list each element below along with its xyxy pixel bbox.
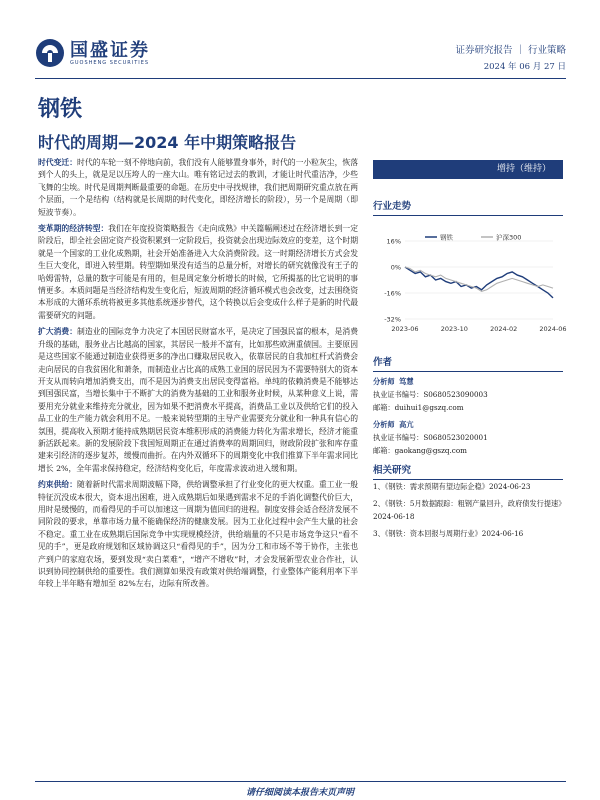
y-tick-label: 16% xyxy=(386,237,401,246)
x-tick-label: 2024-06 xyxy=(539,325,567,333)
paragraph-4 xyxy=(38,479,358,591)
paragraph-keyword: 时代变迁： xyxy=(38,158,78,167)
author-role: 分析师 xyxy=(373,377,395,386)
author-name: 高亢 xyxy=(399,420,414,429)
paragraph-text: 我们在年度投资策略报告《走向成熟》中关篇幅阐述过在经济增长到一定阶段后，即全社会固定资产投资积累到一定阶段后，投资就会出现边际效应的变差，这个时期就是一个国家的工业化成熟期，社会开始准备进入大众消费阶段。这一时期经济增长方式会发生巨大变化，即进入转型期。转型期如果没有适当的总量分析，对增长的研究就像没有王子的哈姆雷特，总量的数字可能是有用的，但是周定象分析增长的时候，它所揭基的比它说明的事情更多。本质问题是当经济结构发生变化后，短波周期的经济循环模式也会改变，过去围绕资本形成的大循环系统将被更多其他系统逐步替代，这个转换以后会变成什么样子是新的时代最需要研究的问题。 xyxy=(38,224,359,320)
footer-disclaimer: 请仔细阅读本报告末页声明 xyxy=(245,788,354,798)
related-item[interactable]: 3、《钢铁：资本回报与周期行业》2024-06-16 xyxy=(373,529,524,538)
company-name-en: GUOSHENG SECURITIES xyxy=(70,60,150,66)
trend-section-title: 行业走势 xyxy=(373,198,563,216)
company-name: 国盛证券 xyxy=(70,40,150,61)
rating-badge: 增持（维持） xyxy=(373,160,563,179)
y-tick-label: -32% xyxy=(384,315,401,324)
paragraph-keyword: 变革期的经济转型： xyxy=(38,224,109,234)
paragraph-keyword: 扩大消费： xyxy=(38,327,78,337)
x-tick-label: 2023-10 xyxy=(440,325,468,333)
x-tick-label: 2023-06 xyxy=(391,325,419,333)
author-email[interactable]: 邮箱：gaokang@gszq.com xyxy=(373,446,467,455)
authors-section-title: 作者 xyxy=(373,354,563,372)
author-name: 笃慧 xyxy=(399,377,414,386)
related-item[interactable]: 2、《钢铁：5月数据跟踪：粗钢产量回升，政府债发行提速》2024-06-18 xyxy=(373,499,562,521)
x-tick-label: 2024-02 xyxy=(490,325,518,333)
paragraph-1 xyxy=(38,157,358,219)
y-tick-label: -16% xyxy=(384,289,401,298)
logo-icon xyxy=(35,38,65,68)
y-tick-label: 0% xyxy=(390,263,401,272)
author-email[interactable]: 邮箱：duihui1@gszq.com xyxy=(373,403,464,412)
report-type: 证券研究报告 ｜ 行业策略 xyxy=(455,45,566,56)
author-1 xyxy=(373,375,563,414)
legend-label: 钢铁 xyxy=(440,233,453,242)
industry-title: 钢铁 xyxy=(38,97,83,122)
related-section-title: 相关研究 xyxy=(373,462,563,480)
author-cert: 执业证书编号：S0680523020001 xyxy=(373,433,488,442)
footer-divider xyxy=(35,781,566,782)
author-cert: 执业证书编号：S0680523090003 xyxy=(373,390,488,399)
paragraph-3 xyxy=(38,326,358,475)
header-divider xyxy=(35,78,566,79)
legend-label: 沪深300 xyxy=(496,233,522,242)
paragraph-keyword: 约束供给： xyxy=(38,480,78,490)
related-item[interactable]: 1、《钢铁：需求预期有望边际企稳》2024-06-23 xyxy=(373,482,531,491)
trend-chart xyxy=(373,233,567,343)
paragraph-text: 时代的车轮一刻不停地向前，我们没有人能够置身事外，时代的一小粒灰尘，恢落到个人的头上，就是足以压垮人的一座大山。唯有铭记过去的教训，才能让时代重洁净，少些飞舞的尘埃。时代是周期判断最重要的命题。在历史中寻找规律，我们把周期研究重点放在两个层面，一个是结构（结构就是长周期的时代变化，即经济增长的阶段），另一个是周期（即短波节奏）。 xyxy=(38,158,359,217)
paragraph-text: 随着新时代需求周期波幅下降，供给调整承担了行业变化的更大权重。重工业一般特征沉没成本很大，资本退出困难，进入成熟期后如果遇到需求不足的手消化调整代价巨大，用时是缓慢的，而看得见的手可以加速这一周期为值回归的进程。制度安排会适合经济发展不同阶段的要求，单靠市场力量不能确保经济的健康发展。因为工业化过程中会产生大量的社会不稳定。重工业在成熟期后国际竞争中实现规模经济，供给端量的不只是市场竞争这只“看不见的手”，更是政府规划和区域协调这只“看得见的手”，因为分工和市场不等于协作，主张也产到户的家庭农场，要到发现“卖白菜难”，“增产不增收”时，才会发展新型农业合作社，认识到协同控制供给的重要性。我们测算如果没有政策对供给端调整，行业整体产能利用率下半年较上半年略有增加至 82%左右，边际有所改善。 xyxy=(38,480,359,589)
report-body xyxy=(38,157,358,595)
author-role: 分析师 xyxy=(373,420,395,429)
related-list xyxy=(373,480,563,544)
report-date: 2024 年 06 月 27 日 xyxy=(483,62,566,72)
author-2 xyxy=(373,418,563,457)
paragraph-2 xyxy=(38,223,358,322)
report-title: 时代的周期—2024 年中期策略报告 xyxy=(38,133,297,152)
paragraph-text: 制造业的国际竞争力决定了本国居民财富水平，是决定了国强民富的根本，是消费升级的基础，服务业占比越高的国家，其居民一般并不富有，比如那些欧洲重债国。主要原因是这些国家不能通过制造业获得更多的净出口赚取居民收入，依靠居民的自我加杠杆式消费会走向居民的自我贫困化和萧条，而制造业占比高的成熟工业国的居民因为不需要特别大的资本开支从而转向增加消费支出，而不是因为消费支出居民变得富裕。单纯的依赖消费是不能够达到国强民富，当增长集中于不断扩大的消费为基础的工业和服务业时候，从某种意义上说，需要用充分就业来维持充分就业，因为如果不把消费水平提高，消费品工业以及供给它们的投入品工业的生产能力就会利用不足。一般来说转型期的主导产业需要充分就业和一种具有信心的氛围，提高收入预期才能持成熟期居民资本维积形成的消费能力转化为需求增长，经济才能重新活跃起来。新的发展阶段下我国短周期正在通过消费率的周期回归，财政阶段扩张和库存重建来引经济的逐步复苏，缓慢而曲折。在内外双循环下的周期变化中我们推算下半年需求同比增长 2%，全年需求保持稳定，经济结构变化后，年度需求波动进入缓和期。 xyxy=(38,327,359,473)
